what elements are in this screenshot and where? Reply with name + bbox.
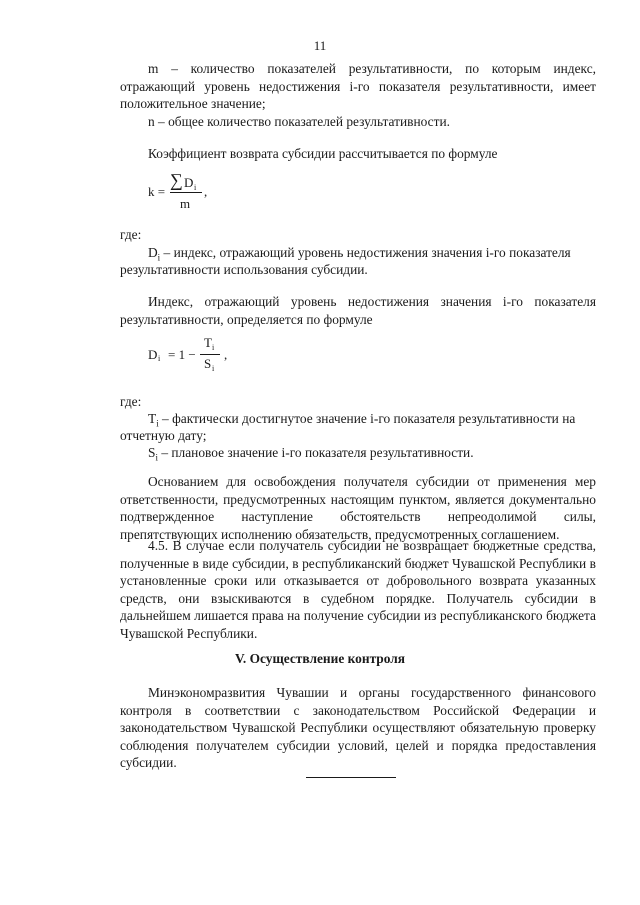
t-subscript: i xyxy=(156,418,159,429)
s-symbol: S xyxy=(148,445,156,460)
d-symbol: D xyxy=(148,245,158,260)
control-paragraph: Минэкономразвития Чувашии и органы государственного финансового контроля в соответствии с законодательством Российской Федерации и законодательством Чувашской Республики осуществляют обязательную проверку соблюдения получателем субсидии условий, целей и порядка предоставления субсидии. xyxy=(120,685,596,771)
formula-k-denominator: m xyxy=(180,196,191,211)
d-subscript: i xyxy=(157,252,161,263)
t-definition-cont: отчетную дату; xyxy=(120,428,207,443)
formula-k-numerator-var: D xyxy=(184,175,194,190)
formula-d-lhs-var: D xyxy=(148,347,158,362)
exemption-paragraph: Основанием для освобождения получателя субсидии от применения мер ответственности, предусмотренных настоящим пунктом, является документально подтвержденное наступление обстоятельств непреодолимой силы, препятствующих исполнению обязательств, предусмотренных соглашением. xyxy=(120,474,596,542)
formula-k-numerator-sub: i xyxy=(194,183,197,192)
formula-d-trailing: , xyxy=(224,347,228,362)
t-definition-line xyxy=(148,410,575,433)
sum-symbol: ∑ xyxy=(170,170,183,190)
section-heading: V. Осуществление контроля xyxy=(234,651,406,666)
index-intro: Индекс, отражающий уровень недостижения значения i-го показателя результативности, определяется по формуле xyxy=(120,294,596,327)
end-rule xyxy=(306,777,396,778)
formula-k-lhs: k = xyxy=(148,184,166,199)
s-definition-text: – плановое значение i-го показателя результативности. xyxy=(157,445,474,460)
coefficient-formula xyxy=(148,172,268,216)
n-definition: n – общее количество показателей результативности. xyxy=(148,114,450,129)
coefficient-intro: Коэффициент возврата субсидии рассчитывается по формуле xyxy=(148,146,498,161)
d-definition-text: – индекс, отражающий уровень недостижения значения i-го показателя xyxy=(160,245,571,260)
s-definition-line xyxy=(148,444,474,467)
formula-d-lhs-sub: i xyxy=(158,354,161,363)
d-definition-cont: результативности использования субсидии. xyxy=(120,262,368,277)
formula-k-fraction-bar xyxy=(170,192,202,193)
where-label-2: где: xyxy=(120,394,142,409)
t-symbol: T xyxy=(148,411,157,426)
t-definition-text: – фактически достигнутое значение i-го показателя результативности на xyxy=(158,411,576,426)
index-formula xyxy=(148,335,268,379)
formula-d-num-var: T xyxy=(204,335,212,350)
clause-4-5: 4.5. В случае если получатель субсидии не возвращает бюджетные средства, полученные в виде субсидии, в республиканский бюджет Чувашской Республики в установленные сроки или отказывается от добровольного возврата указанных средств, они взыскиваются в судебном порядке. Получатель субсидии в дальнейшем лишается права на получение субсидии из республиканского бюджета Чувашской Республики. xyxy=(120,538,596,641)
formula-d-fraction-bar xyxy=(200,354,220,355)
formula-d-den-var: S xyxy=(204,356,212,371)
page-number: 11 xyxy=(313,38,327,53)
formula-d-den-sub: i xyxy=(212,364,215,373)
formula-d-num-sub: i xyxy=(212,343,215,352)
formula-d-eq: = 1 − xyxy=(168,347,196,362)
where-label-1: где: xyxy=(120,227,142,242)
formula-k-trailing: , xyxy=(204,184,208,199)
s-subscript: i xyxy=(155,452,158,463)
m-definition: m – количество показателей результативности, по которым индекс, отражающий уровень недостижения i-го показателя результативности, имеет положительное значение; xyxy=(120,61,596,112)
